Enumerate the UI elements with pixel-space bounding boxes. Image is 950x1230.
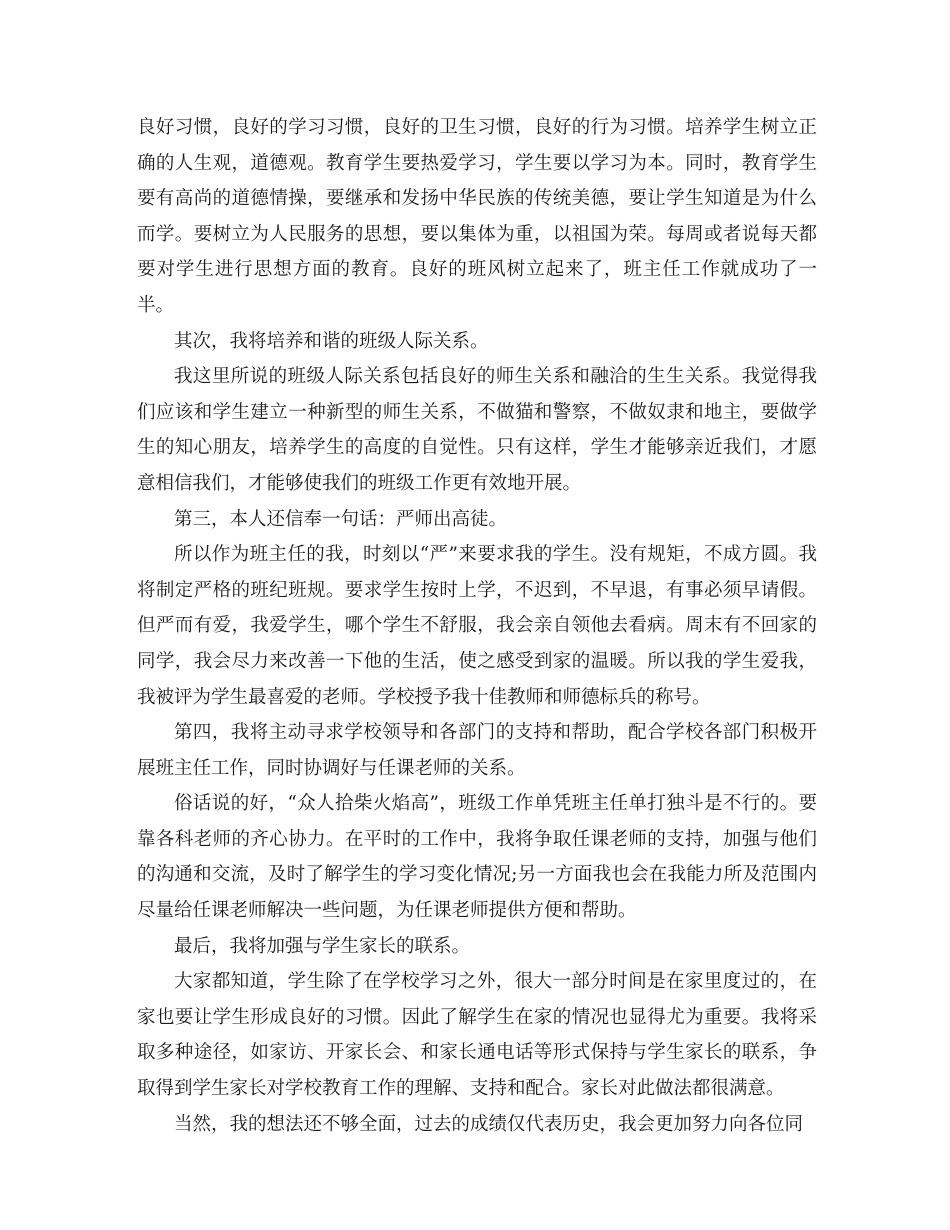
paragraph: 第四，我将主动寻求学校领导和各部门的支持和帮助，配合学校各部门积极开展班主任工作，同时协调好与任课老师的关系。 [137, 722, 817, 779]
paragraph: 最后，我将加强与学生家长的联系。 [174, 935, 471, 957]
document-body [137, 110, 817, 1142]
paragraph: 第三，本人还信奉一句话：严师出高徒。 [174, 508, 508, 530]
paragraph: 俗话说的好，“众人拾柴火焰高”，班级工作单凭班主任单打独斗是不行的。要靠各科老师的齐心协力。在平时的工作中，我将争取任课老师的支持，加强与他们的沟通和交流，及时了解学生的学习变化情况;另一方面我也会在我能力所及范围内尽量给任课老师解决一些问题，为任课老师提供方便和帮助。 [137, 793, 817, 922]
paragraph: 当然，我的想法还不够全面，过去的成绩仅代表历史，我会更加努力向各位同 [174, 1113, 804, 1135]
paragraph: 我这里所说的班级人际关系包括良好的师生关系和融洽的生生关系。我觉得我们应该和学生建立一种新型的师生关系，不做猫和警察，不做奴隶和地主，要做学生的知心朋友，培养学生的高度的自觉性。只有这样，学生才能够亲近我们，才愿意相信我们，才能够使我们的班级工作更有效地开展。 [137, 366, 817, 494]
paragraph: 其次，我将培养和谐的班级人际关系。 [174, 330, 489, 352]
paragraph: 大家都知道，学生除了在学校学习之外，很大一部分时间是在家里度过的，在家也要让学生形成良好的习惯。因此了解学生在家的情况也显得尤为重要。我将采取多种途径，如家访、开家长会、和家长通电话等形式保持与学生家长的联系，争取得到学生家长对学校教育工作的理解、支持和配合。家长对此做法都很满意。 [137, 971, 817, 1100]
paragraph: 所以作为班主任的我，时刻以“严”来要求我的学生。没有规矩，不成方圆。我将制定严格的班纪班规。要求学生按时上学，不迟到，不早退，有事必须早请假。但严而有爱，我爱学生，哪个学生不舒服，我会亲自领他去看病。周末有不回家的同学，我会尽力来改善一下他的生活，使之感受到家的温暖。所以我的学生爱我，我被评为学生最喜爱的老师。学校授予我十佳教师和师德标兵的称号。 [137, 544, 817, 708]
paragraph: 良好习惯，良好的学习习惯，良好的卫生习惯，良好的行为习惯。培养学生树立正确的人生观，道德观。教育学生要热爱学习，学生要以学习为本。同时，教育学生要有高尚的道德情操，要继承和发扬中华民族的传统美德，要让学生知道是为什么而学。要树立为人民服务的思想，要以集体为重，以祖国为荣。每周或者说每天都要对学生进行思想方面的教育。良好的班风树立起来了，班主任工作就成功了一半。 [137, 117, 817, 316]
